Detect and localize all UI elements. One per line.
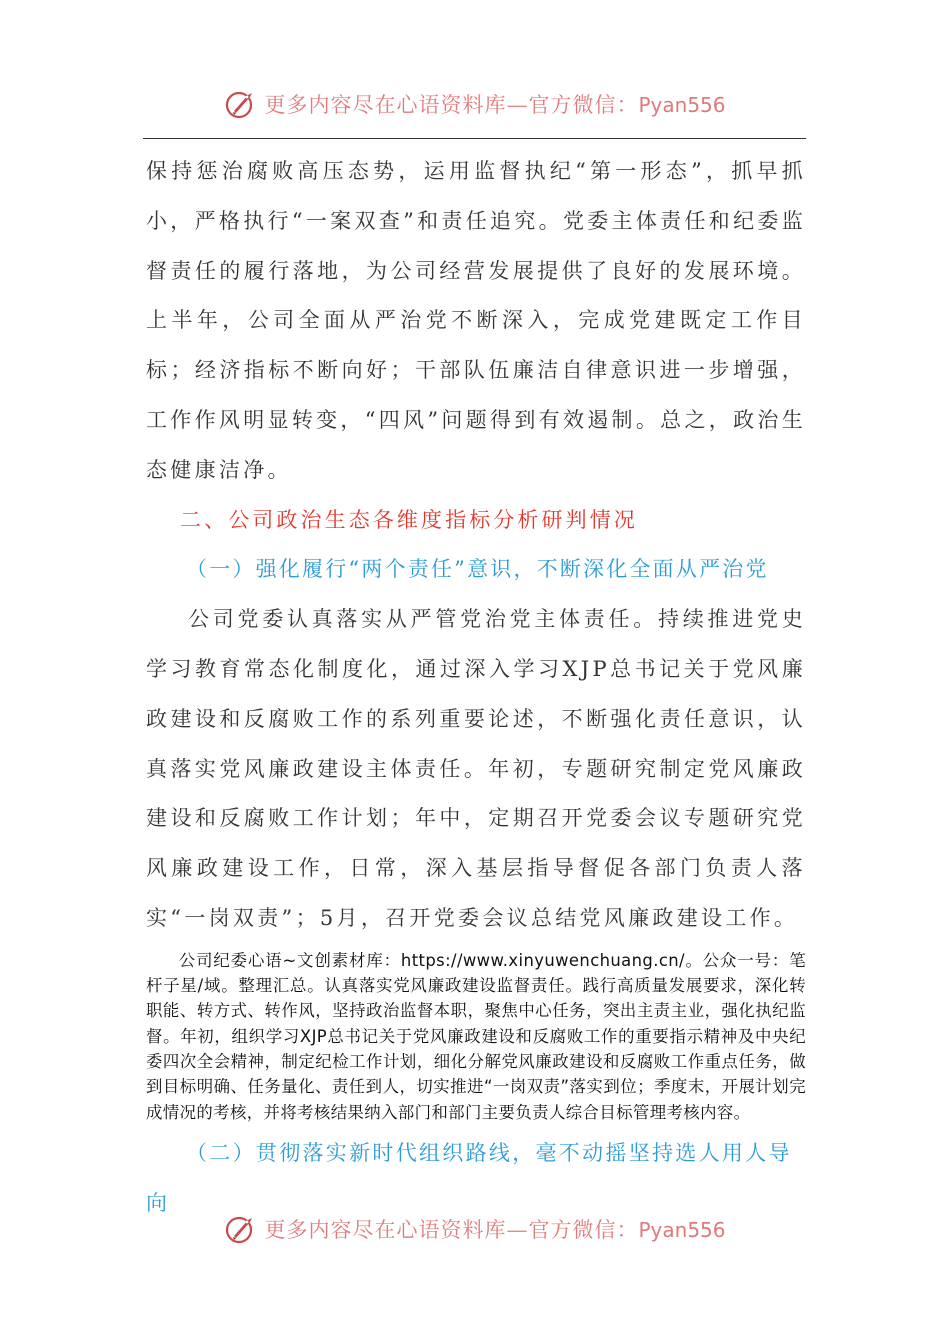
banner-wechat-id: Pyan556 xyxy=(638,1218,726,1242)
paragraph-3: 公司纪委心语~文创素材库：https://www.xinyuwenchuang.cn/。公众一号：笔杆子星/域。整理汇总。认真落实党风廉政建设监督责任。践行高质量发展要求，深化转职能、转方式、转作风，坚持政治监督本职，聚焦中心任务，突出主责主业，强化执纪监督。年初，组织学习XJP总书记关于党风廉政建设和反腐败工作的重要指示精神及中央纪委四次全会精神，制定纪检工作计划，细化分解党风廉政建设和反腐败工作重点任务，做到目标明确、任务量化、责任到人，切实推进“一岗双责”落实到位；季度末，开展计划完成情况的考核，并将考核结果纳入部门和部门主要负责人综合目标管理考核内容。 xyxy=(146,950,806,1122)
footer-banner xyxy=(0,1209,950,1249)
document-body xyxy=(146,147,806,1228)
header-banner xyxy=(0,84,950,124)
banner-wechat-id: Pyan556 xyxy=(638,93,726,117)
banner-title: 更多内容尽在心语资料库 xyxy=(264,1218,507,1242)
banner-label: 官方微信： xyxy=(528,1218,639,1242)
header-divider xyxy=(143,138,806,139)
banner-text xyxy=(264,89,725,119)
paragraph-1: 保持惩治腐败高压态势，运用监督执纪“第一形态”，抓早抓小，严格执行“一案双查”和责任追究。党委主体责任和纪委监督责任的履行落地，为公司经营发展提供了良好的发展环境。上半年，公司全面从严治党不断深入，完成党建既定工作目标；经济指标不断向好；干部队伍廉洁自律意识进一步增强，工作作风明显转变，“四风”问题得到有效遏制。总之，政治生态健康洁净。 xyxy=(146,159,806,482)
pen-nib-logo-icon xyxy=(224,1212,258,1246)
subsection-heading-2: （二）贯彻落实新时代组织路线，毫不动摇坚持选人用人导向 xyxy=(146,1140,792,1215)
subsection-heading-1: （一）强化履行“两个责任”意识，不断深化全面从严治党 xyxy=(186,557,769,582)
banner-title: 更多内容尽在心语资料库 xyxy=(264,93,507,117)
pen-nib-logo-icon xyxy=(224,87,258,121)
banner-text xyxy=(264,1214,725,1244)
banner-separator: — xyxy=(506,1218,529,1242)
banner-separator: — xyxy=(506,93,529,117)
section-heading-2: 二、公司政治生态各维度指标分析研判情况 xyxy=(180,507,638,532)
paragraph-2: 公司党委认真落实从严管党治党主体责任。持续推进党史学习教育常态化制度化，通过深入学习XJP总书记关于党风廉政建设和反腐败工作的系列重要论述，不断强化责任意识，认真落实党风廉政建设主体责任。年初，专题研究制定党风廉政建设和反腐败工作计划；年中，定期召开党委会议专题研究党风廉政建设工作，日常，深入基层指导督促各部门负责人落实“一岗双责”；5月，召开党委会议总结党风廉政建设工作。 xyxy=(146,607,806,930)
banner-label: 官方微信： xyxy=(528,93,639,117)
